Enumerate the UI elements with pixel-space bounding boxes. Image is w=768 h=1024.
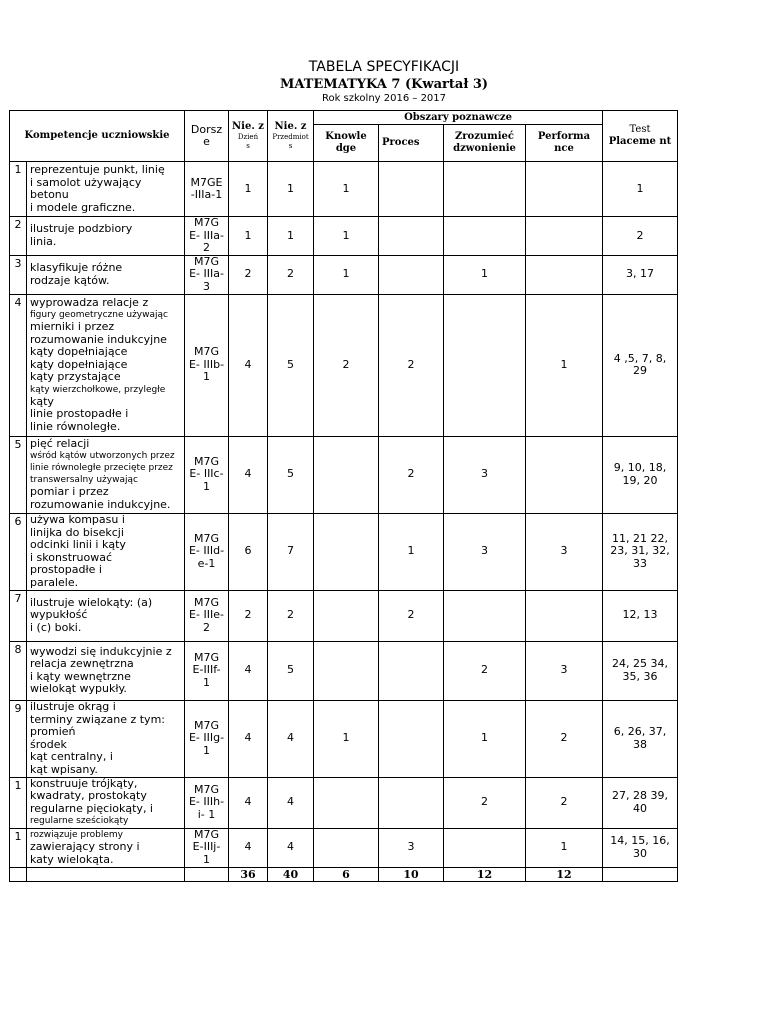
header-items-bot: s: [288, 142, 293, 150]
header-items-top: Nie. z: [274, 121, 307, 132]
competency-line: i samolot używający betonu: [30, 175, 142, 201]
header-proces: Proces: [379, 125, 444, 162]
knowledge-cell: 1: [314, 255, 379, 294]
header-zrozumiec: Zrozumieć dzwonienie: [444, 125, 526, 162]
total-items: 40: [268, 867, 314, 881]
knowledge-cell: [314, 777, 379, 828]
competency-line: relacja zewnętrzna: [30, 657, 134, 670]
header-test-placement: [603, 111, 678, 162]
totals-blank: [10, 867, 27, 881]
days-cell: 4: [229, 777, 268, 828]
days-cell: 4: [229, 294, 268, 436]
competency-line: rozwiązuje problemy: [30, 830, 124, 840]
items-cell: 1: [268, 162, 314, 217]
totals-blank: [185, 867, 229, 881]
competency-line: rozumowanie indukcyjne.: [30, 497, 171, 511]
competency-cell: [27, 641, 185, 700]
competency-line: mierniki i przez: [30, 320, 115, 334]
competency-line: linia.: [30, 234, 57, 248]
competency-line: linijka do bisekcji: [30, 525, 124, 539]
header-days-top: Nie. z: [232, 121, 264, 132]
test-placement-cell: 4 ,5, 7, 8, 29: [603, 294, 678, 436]
table-row: [10, 255, 678, 294]
knowledge-cell: [314, 590, 379, 641]
code-cell: M7GE -IIIa-1: [185, 162, 229, 217]
competency-line: ilustruje okrąg i: [30, 700, 116, 713]
row-number: 5: [10, 436, 27, 513]
competency-cell: [27, 217, 185, 256]
process-cell: [379, 777, 444, 828]
items-cell: 7: [268, 513, 314, 590]
process-cell: 3: [379, 828, 444, 867]
items-cell: 4: [268, 828, 314, 867]
total-days: 36: [229, 867, 268, 881]
days-cell: 4: [229, 828, 268, 867]
items-cell: 4: [268, 777, 314, 828]
competency-line: wielokąt wypukły.: [30, 682, 127, 695]
days-cell: 1: [229, 162, 268, 217]
code-cell: M7G E- IIIa-3: [185, 255, 229, 294]
competency-cell: [27, 828, 185, 867]
code-cell: M7G E- IIIh-i- 1: [185, 777, 229, 828]
competency-line: terminy związane z tym:: [30, 712, 165, 726]
competency-line: promień: [30, 725, 76, 738]
competency-line: i (c) boki.: [30, 620, 82, 634]
table-row: [10, 513, 678, 590]
row-number: 1: [10, 828, 27, 867]
competency-line: pomiar i przez: [30, 485, 109, 499]
items-cell: 4: [268, 700, 314, 777]
code-cell: M7G E- IIIb-1: [185, 294, 229, 436]
table-row: [10, 162, 678, 217]
document-title: TABELA SPECYFIKACJI: [308, 59, 460, 75]
understanding-cell: [444, 590, 526, 641]
competency-cell: [27, 162, 185, 217]
table-row: [10, 590, 678, 641]
days-cell: 4: [229, 436, 268, 513]
document-subtitle: MATEMATYKA 7 (Kwartał 3): [279, 77, 489, 92]
competency-cell: [27, 255, 185, 294]
competency-cell: [27, 777, 185, 828]
knowledge-cell: 1: [314, 217, 379, 256]
understanding-cell: [444, 828, 526, 867]
code-cell: M7G E- IIIg-1: [185, 700, 229, 777]
code-cell: M7G E- IIId- e-1: [185, 513, 229, 590]
competency-line: ilustruje wielokąty: (a): [30, 595, 153, 609]
row-number: 4: [10, 294, 27, 436]
competency-line: zawierający strony i: [30, 840, 140, 853]
total-performance: 12: [526, 867, 603, 881]
items-cell: 2: [268, 255, 314, 294]
header-knowledge: Knowle dge: [314, 125, 379, 162]
total-knowledge: 6: [314, 867, 379, 881]
performance-cell: [526, 436, 603, 513]
header-placement: Placeme nt: [608, 136, 672, 147]
competency-line: używa kompasu i: [30, 513, 125, 526]
competency-line: prostopadłe i: [30, 563, 102, 576]
performance-cell: 1: [526, 294, 603, 436]
header-days-bot: s: [246, 142, 250, 150]
competency-line: linie równoległe.: [30, 419, 121, 433]
performance-cell: 2: [526, 777, 603, 828]
test-placement-cell: 3, 17: [603, 255, 678, 294]
understanding-cell: 2: [444, 641, 526, 700]
competency-line: odcinki linii i kąty: [30, 538, 126, 551]
competency-line: i modele graficzne.: [30, 200, 136, 214]
days-cell: 1: [229, 217, 268, 256]
competency-line: ilustruje podzbiory: [30, 222, 133, 236]
days-cell: 4: [229, 700, 268, 777]
code-cell: M7G E- IIIa-2: [185, 217, 229, 256]
performance-cell: [526, 217, 603, 256]
competency-line: wyprowadza relacje z: [30, 295, 149, 309]
school-year: Rok szkolny 2016 – 2017: [321, 93, 447, 104]
total-understanding: 12: [444, 867, 526, 881]
competency-line: i kąty wewnętrzne: [30, 669, 131, 683]
table-row: [10, 828, 678, 867]
header-items: [268, 111, 314, 162]
understanding-cell: [444, 217, 526, 256]
competency-line: rozumowanie indukcyjne: [30, 332, 167, 346]
competency-cell: [27, 436, 185, 513]
competency-line: konstruuje trójkąty,: [30, 777, 138, 790]
competency-line: linie równoległe przecięte przez: [30, 463, 173, 474]
totals-blank: [27, 867, 185, 881]
test-placement-cell: 9, 10, 18, 19, 20: [603, 436, 678, 513]
competency-line: kąt centralny, i: [30, 750, 113, 763]
header-obszary: Obszary poznawcze: [314, 111, 603, 125]
understanding-cell: [444, 294, 526, 436]
total-process: 10: [379, 867, 444, 881]
code-cell: M7G E- IIIe-2: [185, 590, 229, 641]
header-kompetencje: Kompetencje uczniowskie: [10, 111, 185, 162]
test-placement-cell: 12, 13: [603, 590, 678, 641]
items-cell: 2: [268, 590, 314, 641]
competency-line: katy wielokąta.: [30, 852, 114, 866]
performance-cell: 3: [526, 513, 603, 590]
competency-line: wywodzi się indukcyjnie z: [30, 644, 172, 658]
competency-line: i skonstruować: [30, 550, 113, 564]
code-cell: M7G E-IIIj- 1: [185, 828, 229, 867]
items-cell: 1: [268, 217, 314, 256]
process-cell: [379, 255, 444, 294]
process-cell: [379, 162, 444, 217]
competency-line: kąt wpisany.: [30, 762, 98, 776]
competency-line: kąty wierzchołkowe, przyległe: [30, 384, 166, 395]
items-cell: 5: [268, 436, 314, 513]
days-cell: 2: [229, 255, 268, 294]
row-number: 2: [10, 217, 27, 256]
competency-line: kąty: [30, 394, 54, 408]
competency-line: pięć relacji: [30, 436, 90, 450]
understanding-cell: [444, 162, 526, 217]
process-cell: [379, 217, 444, 256]
competency-line: figury geometryczne używając: [30, 310, 168, 321]
specification-table: [9, 110, 678, 882]
competency-cell: [27, 294, 185, 436]
test-placement-cell: 27, 28 39, 40: [603, 777, 678, 828]
test-placement-cell: 2: [603, 217, 678, 256]
test-placement-cell: 1: [603, 162, 678, 217]
understanding-cell: 3: [444, 436, 526, 513]
process-cell: [379, 641, 444, 700]
row-number: 9: [10, 700, 27, 777]
days-cell: 2: [229, 590, 268, 641]
table-row: [10, 641, 678, 700]
understanding-cell: 1: [444, 255, 526, 294]
table-row: [10, 294, 678, 436]
understanding-cell: 3: [444, 513, 526, 590]
understanding-cell: 1: [444, 700, 526, 777]
header-performance: Performa nce: [526, 125, 603, 162]
row-number: 8: [10, 641, 27, 700]
process-cell: 2: [379, 436, 444, 513]
understanding-cell: 2: [444, 777, 526, 828]
row-number: 1: [10, 162, 27, 217]
performance-cell: 3: [526, 641, 603, 700]
performance-cell: 1: [526, 828, 603, 867]
competency-line: regularne pięciokąty, i: [30, 801, 153, 815]
test-placement-cell: 6, 26, 37, 38: [603, 700, 678, 777]
table-row: [10, 700, 678, 777]
process-cell: [379, 700, 444, 777]
competency-line: linie prostopadłe i: [30, 407, 129, 421]
competency-cell: [27, 513, 185, 590]
table-row: [10, 777, 678, 828]
table-row: [10, 217, 678, 256]
competency-line: kąty dopełniające: [30, 357, 128, 371]
knowledge-cell: 1: [314, 162, 379, 217]
items-cell: 5: [268, 641, 314, 700]
table-row: [10, 436, 678, 513]
knowledge-cell: 2: [314, 294, 379, 436]
performance-cell: [526, 590, 603, 641]
performance-cell: 2: [526, 700, 603, 777]
header-dorsze: Dorsz e: [185, 111, 229, 162]
knowledge-cell: 1: [314, 700, 379, 777]
days-cell: 4: [229, 641, 268, 700]
code-cell: M7G E-IIIf- 1: [185, 641, 229, 700]
header-items-mid: Przedmiot: [272, 133, 309, 141]
competency-line: wypukłość: [30, 608, 88, 622]
competency-line: środek: [30, 737, 67, 751]
row-number: 3: [10, 255, 27, 294]
competency-line: klasyfikuje różne: [30, 261, 123, 274]
competency-line: kąty przystające: [30, 370, 121, 384]
competency-line: rodzaje kątów.: [30, 273, 110, 287]
competency-line: reprezentuje punkt, linię: [30, 163, 165, 176]
totals-row: [10, 867, 678, 881]
items-cell: 5: [268, 294, 314, 436]
code-cell: M7G E- IIIc-1: [185, 436, 229, 513]
competency-line: transwersalny używając: [30, 475, 138, 486]
competency-line: kąty dopełniające: [30, 345, 128, 359]
row-number: 1: [10, 777, 27, 828]
process-cell: 2: [379, 294, 444, 436]
header-test: Test: [629, 124, 651, 135]
performance-cell: [526, 162, 603, 217]
competency-line: kwadraty, prostokąty: [30, 789, 147, 803]
knowledge-cell: [314, 436, 379, 513]
process-cell: 1: [379, 513, 444, 590]
row-number: 7: [10, 590, 27, 641]
knowledge-cell: [314, 513, 379, 590]
process-cell: 2: [379, 590, 444, 641]
test-placement-cell: 11, 21 22, 23, 31, 32, 33: [603, 513, 678, 590]
competency-line: regularne sześciokąty: [30, 816, 129, 827]
competency-cell: [27, 590, 185, 641]
row-number: 6: [10, 513, 27, 590]
days-cell: 6: [229, 513, 268, 590]
totals-blank: [603, 867, 678, 881]
competency-line: paralele.: [30, 575, 79, 589]
knowledge-cell: [314, 641, 379, 700]
competency-line: wśród kątów utworzonych przez: [30, 451, 175, 462]
performance-cell: [526, 255, 603, 294]
competency-cell: [27, 700, 185, 777]
knowledge-cell: [314, 828, 379, 867]
header-days: [229, 111, 268, 162]
header-days-mid: Dzień: [237, 133, 259, 141]
test-placement-cell: 14, 15, 16, 30: [603, 828, 678, 867]
test-placement-cell: 24, 25 34, 35, 36: [603, 641, 678, 700]
